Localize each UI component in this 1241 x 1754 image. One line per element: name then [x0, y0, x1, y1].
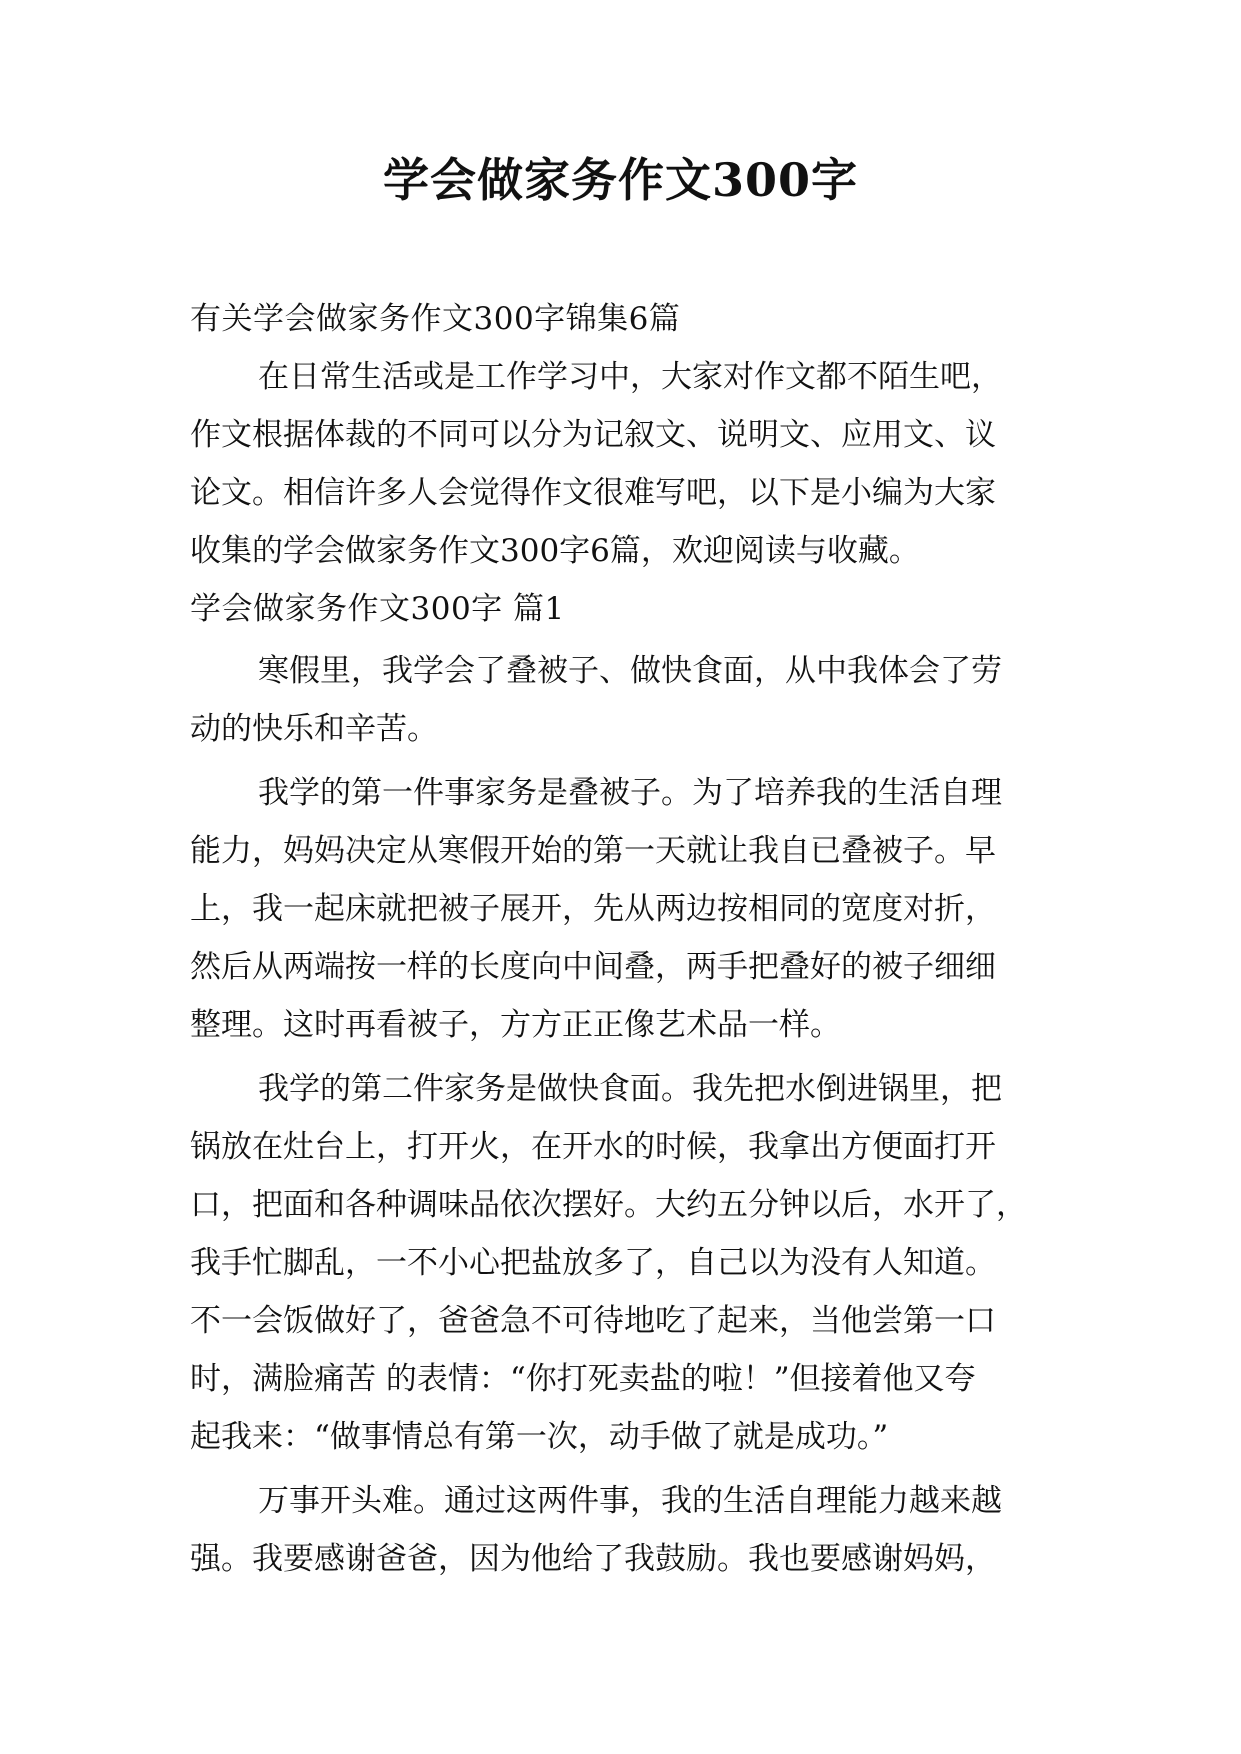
- paragraph-line: 我学的第二件家务是做快食面。我先把水倒进锅里，把: [258, 1071, 1002, 1107]
- intro-paragraph: [190, 348, 1070, 580]
- paragraph-line: 能力，妈妈决定从寒假开始的第一天就让我自已叠被子。早: [190, 833, 996, 869]
- body-paragraph-1: [190, 642, 1070, 758]
- paragraph-line: 整理。这时再看被子，方方正正像艺术品一样。: [190, 1007, 841, 1043]
- document-body: [190, 290, 1070, 1588]
- body-paragraph-4: [190, 1472, 1070, 1588]
- paragraph-line: 在日常生活或是工作学习中，大家对作文都不陌生吧，: [258, 359, 1002, 395]
- paragraph-line: 作文根据体裁的不同可以分为记叙文、说明文、应用文、议: [190, 417, 996, 453]
- paragraph-line: 动的快乐和辛苦。: [190, 711, 438, 747]
- paragraph-line: 我手忙脚乱，一不小心把盐放多了，自己以为没有人知道。: [190, 1245, 996, 1281]
- document-subtitle: 有关学会做家务作文300字锦集6篇: [190, 301, 681, 337]
- paragraph-line: 然后从两端按一样的长度向中间叠，两手把叠好的被子细细: [190, 949, 996, 985]
- paragraph-line: 口，把面和各种调味品依次摆好。大约五分钟以后，水开了，: [190, 1187, 1027, 1223]
- paragraph-line: 寒假里，我学会了叠被子、做快食面，从中我体会了劳: [258, 653, 1002, 689]
- paragraph-line: 起我来：“做事情总有第一次，动手做了就是成功。”: [190, 1419, 889, 1455]
- paragraph-line: 收集的学会做家务作文300字6篇，欢迎阅读与收藏。: [190, 533, 920, 569]
- paragraph-line: 不一会饭做好了，爸爸急不可待地吃了起来，当他尝第一口: [190, 1303, 996, 1339]
- paragraph-line: 论文。相信许多人会觉得作文很难写吧，以下是小编为大家: [190, 475, 996, 511]
- paragraph-line: 时，满脸痛苦 的表情：“你打死卖盐的啦！”但接着他又夸: [190, 1361, 976, 1397]
- paragraph-line: 上，我一起床就把被子展开，先从两边按相同的宽度对折，: [190, 891, 996, 927]
- paragraph-line: 强。我要感谢爸爸，因为他给了我鼓励。我也要感谢妈妈，: [190, 1541, 996, 1577]
- paragraph-line: 锅放在灶台上，打开火，在开水的时候，我拿出方便面打开: [190, 1129, 996, 1165]
- body-paragraph-3: [190, 1060, 1070, 1466]
- paragraph-line: 万事开头难。通过这两件事，我的生活自理能力越来越: [258, 1483, 1002, 1519]
- document-title: 学会做家务作文300字: [382, 153, 859, 207]
- section-heading: 学会做家务作文300字 篇1: [190, 591, 565, 627]
- body-paragraph-2: [190, 764, 1070, 1054]
- paragraph-line: 我学的第一件事家务是叠被子。为了培养我的生活自理: [258, 775, 1002, 811]
